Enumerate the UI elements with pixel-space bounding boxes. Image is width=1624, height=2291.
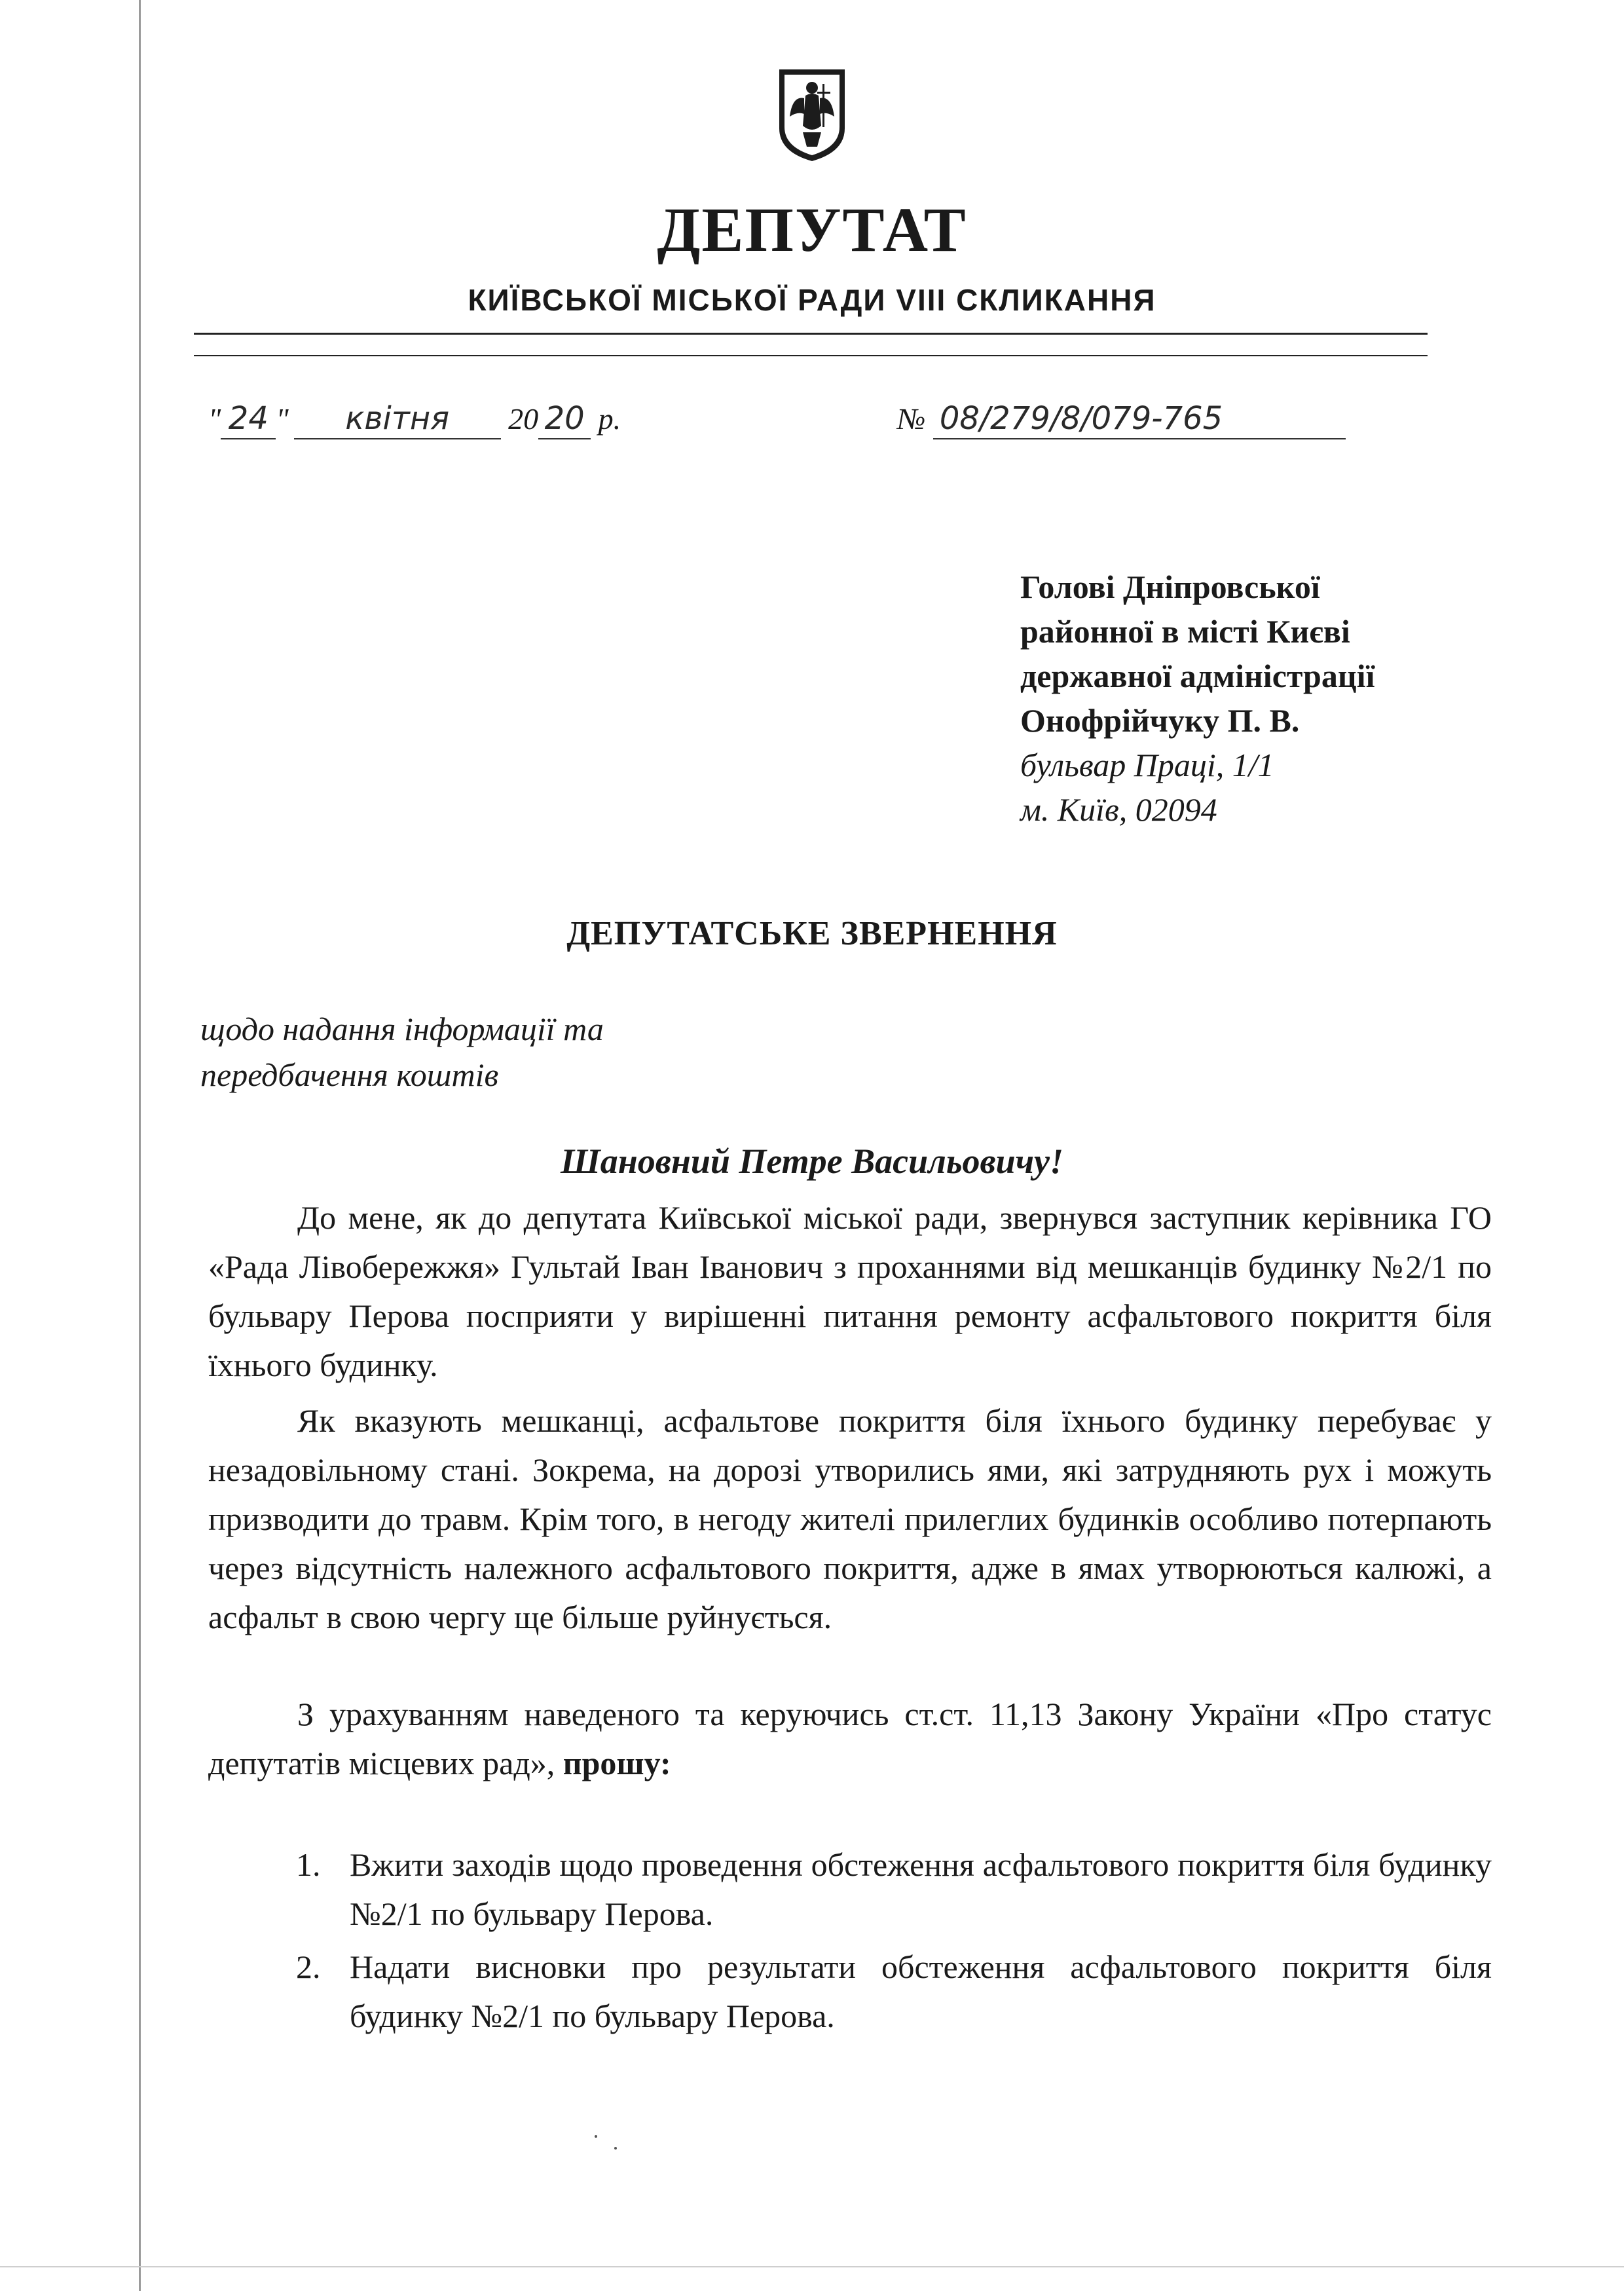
letterhead-rule-top: [194, 333, 1428, 335]
addressee-line: державної адміністрації: [1020, 658, 1375, 694]
list-item: [208, 1840, 1492, 1939]
appeal-subject: [200, 1006, 790, 1098]
subject-line: щодо надання інформації та: [200, 1011, 604, 1047]
body-paragraph: До мене, як до депутата Київської міської ради, звернувся заступник керівника ГО «Рада Лівобережжя» Гультай Іван Іванович з проханнями від мешканців будинку №2/1 по бульвару Перова посприяти у вирішенні питання ремонту асфальтового покриття біля їхнього будинку.: [208, 1199, 1492, 1383]
list-item-text: Вжити заходів щодо проведення обстеження асфальтового покриття біля будинку №2/1 по бульвару Перова.: [350, 1846, 1492, 1932]
request-list: [208, 1840, 1492, 2045]
date-day: 24: [221, 399, 276, 439]
kyiv-coat-of-arms-icon: [775, 65, 849, 164]
date-quote-close: ": [276, 402, 289, 436]
letterhead-title: ДЕПУТАТ: [657, 195, 967, 265]
date-quote-open: ": [208, 402, 221, 436]
list-item-text: Надати висновки про результати обстеження асфальтового покриття біля будинку №2/1 по бульвару Перова.: [350, 1948, 1492, 2034]
letterhead-subtitle: КИЇВСЬКОЇ МІСЬКОЇ РАДИ VIII СКЛИКАННЯ: [468, 283, 1156, 317]
date-line: [208, 393, 621, 445]
appeal-title: ДЕПУТАТСЬКЕ ЗВЕРНЕННЯ: [566, 915, 1058, 952]
date-year: 20: [538, 399, 591, 439]
list-item: [208, 1943, 1492, 2041]
addressee-block: [1020, 565, 1557, 832]
list-item-number: 2.: [296, 1948, 321, 1985]
date-year-prefix: 20: [508, 402, 539, 436]
request-intro: З урахуванням наведеного та керуючись ст.ст. 11,13 Закону України «Про статус депутатів місцевих рад»,: [208, 1696, 1492, 1781]
number-prefix: №: [897, 402, 926, 436]
request-keyword: прошу:: [563, 1745, 671, 1781]
body-paragraph: Як вказують мешканці, асфальтове покриття біля їхнього будинку перебуває у незадовільному стані. Зокрема, на дорозі утворились ями, які затрудняють рух і можуть призводити до травм. Крім того, в негоду жителі прилеглих будинків особливо потерпають через відсутність належного асфальтового покриття, адже в ямах утворюються калюжі, а асфальт в свою чергу ще більше руйнується.: [208, 1402, 1492, 1635]
letterhead-rule-bottom: [194, 355, 1428, 356]
salutation: Шановний Петре Васильовичу!: [560, 1142, 1064, 1181]
list-item-number: 1.: [296, 1846, 321, 1883]
addressee-street: бульвар Праці, 1/1: [1020, 747, 1274, 783]
scan-specks: [589, 2129, 629, 2155]
addressee-line: Голові Дніпровської: [1020, 568, 1320, 605]
registration-number: 08/279/8/079-765: [933, 399, 1346, 439]
scan-edge-line-bottom: [0, 2266, 1624, 2267]
body-paragraph: [208, 1690, 1492, 1788]
date-month: квітня: [294, 399, 501, 439]
registration-number-line: [897, 393, 1346, 445]
addressee-name: Онофрійчуку П. В.: [1020, 702, 1300, 739]
date-year-suffix: р.: [598, 402, 621, 436]
addressee-city: м. Київ, 02094: [1020, 791, 1217, 828]
addressee-line: районної в місті Києві: [1020, 613, 1350, 650]
subject-line: передбачення коштів: [200, 1056, 499, 1093]
